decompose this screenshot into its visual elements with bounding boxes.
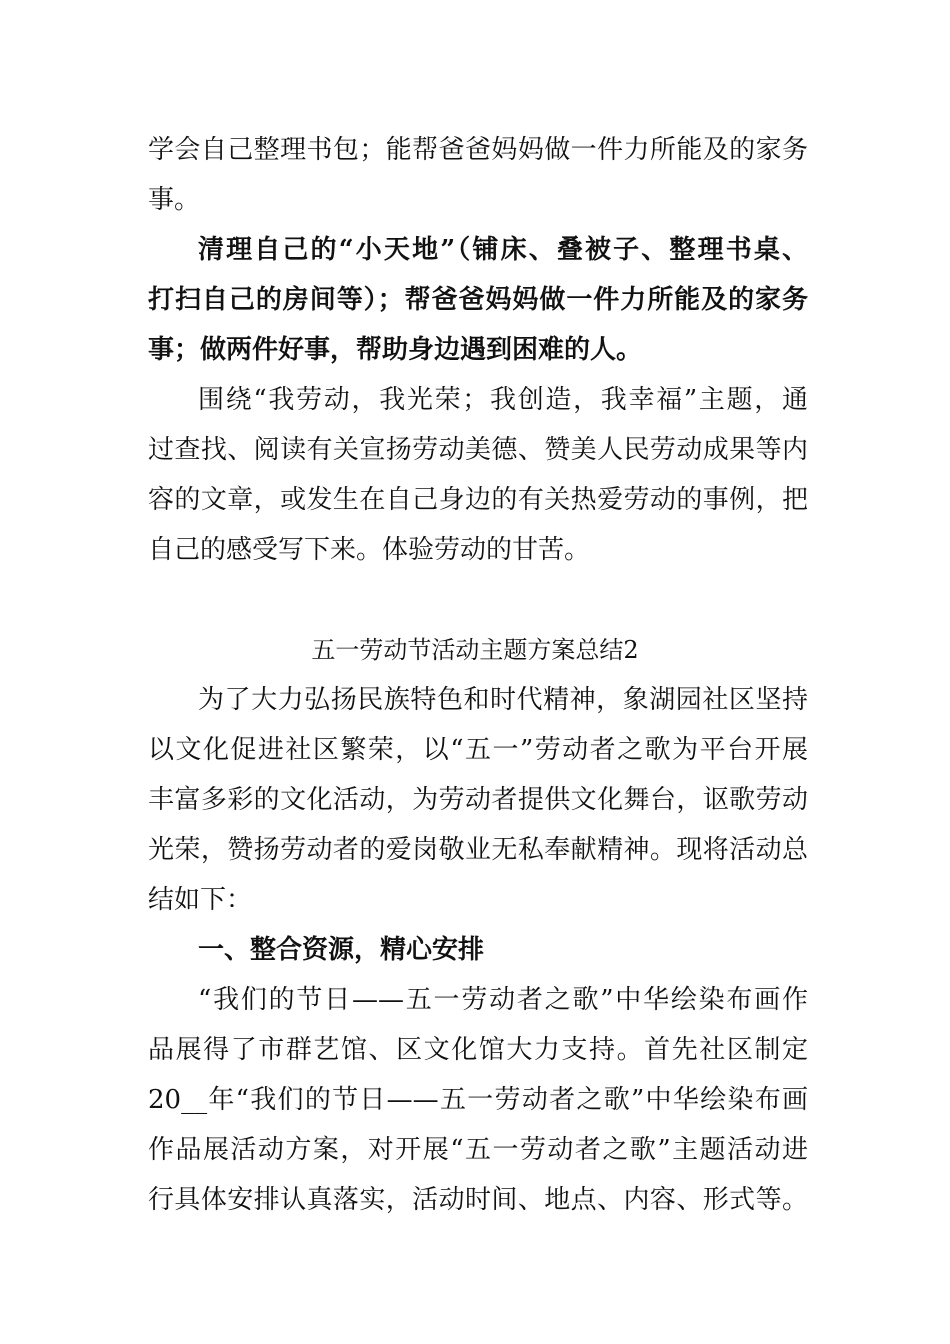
- paragraph-line: 容的文章，或发生在自己身边的有关热爱劳动的事例，把: [148, 485, 808, 515]
- paragraph-line: 光荣，赞扬劳动者的爱岗敬业无私奉献精神。现将活动总: [148, 835, 808, 865]
- bold-paragraph-line: 事；做两件好事，帮助身边遇到困难的人。: [148, 335, 643, 365]
- section-title: 五一劳动节活动主题方案总结2: [311, 636, 639, 664]
- paragraph-line: 学会自己整理书包；能帮爸爸妈妈做一件力所能及的家务: [148, 135, 808, 165]
- paragraph-line: 事。: [148, 185, 201, 215]
- paragraph-line: 以文化促进社区繁荣，以“五一”劳动者之歌为平台开展: [148, 735, 808, 765]
- paragraph-line: 结如下：: [148, 885, 253, 915]
- paragraph-line: 作品展活动方案，对开展“五一劳动者之歌”主题活动进: [148, 1135, 808, 1165]
- paragraph-line: 丰富多彩的文化活动，为劳动者提供文化舞台，讴歌劳动: [148, 785, 808, 815]
- paragraph-line: 围绕“我劳动，我光荣；我创造，我幸福”主题，通: [198, 385, 808, 415]
- paragraph-line: 过查找、阅读有关宣扬劳动美德、赞美人民劳动成果等内: [148, 435, 808, 465]
- bold-paragraph-line: 打扫自己的房间等）；帮爸爸妈妈做一件力所能及的家务: [148, 285, 808, 315]
- paragraph-line: 行具体安排认真落实，活动时间、地点、内容、形式等。: [148, 1185, 808, 1215]
- paragraph-line: 为了大力弘扬民族特色和时代精神，象湖园社区坚持: [198, 685, 808, 715]
- bold-paragraph-line: 清理自己的“小天地”（铺床、叠被子、整理书桌、: [198, 235, 808, 265]
- paragraph-line: 品展得了市群艺馆、区文化馆大力支持。首先社区制定: [148, 1035, 808, 1065]
- subsection-heading: 一、整合资源，精心安排: [198, 935, 485, 965]
- paragraph-line: “我们的节日——五一劳动者之歌”中华绘染布画作: [198, 985, 808, 1015]
- paragraph-line: 自己的感受写下来。体验劳动的甘苦。: [148, 535, 591, 565]
- paragraph-line: 20__年“我们的节日——五一劳动者之歌”中华绘染布画: [148, 1085, 808, 1115]
